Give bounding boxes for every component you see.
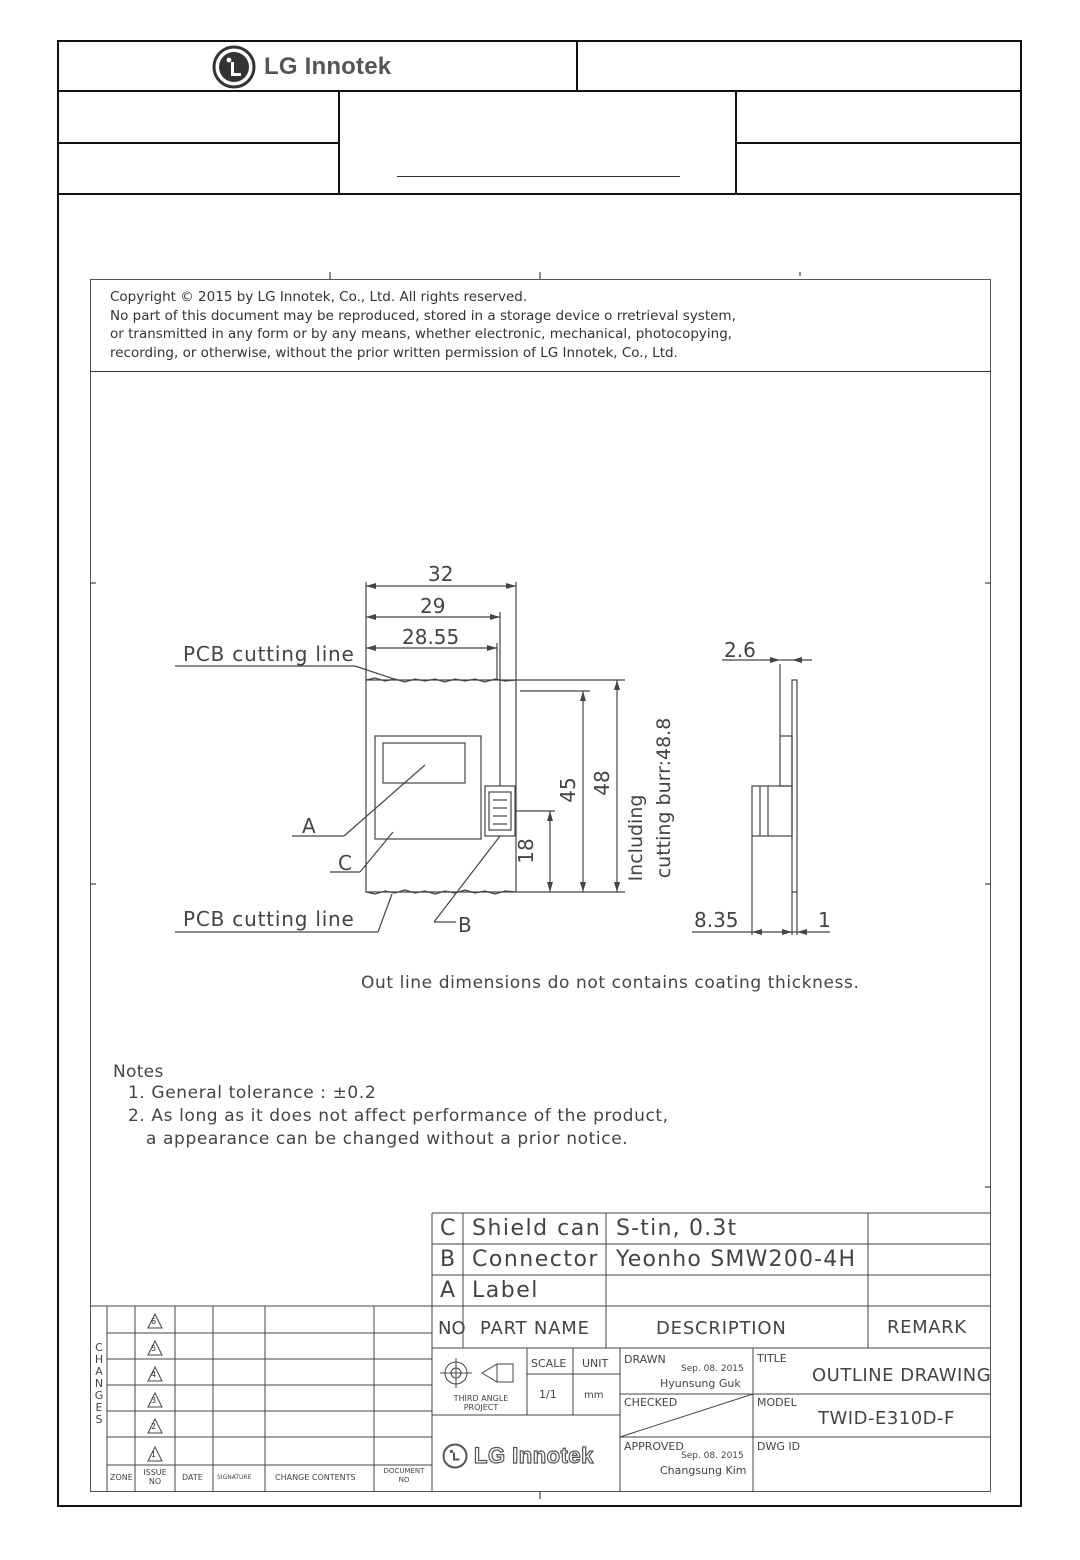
changes-letter: A	[95, 1365, 103, 1378]
copyright-line: No part of this document may be reproduced, stored in a storage device o rretrieval system,	[110, 307, 736, 324]
callout-a: A	[302, 814, 316, 838]
header-brand-text: LG Innotek	[264, 53, 392, 80]
scale-value: 1/1	[539, 1388, 557, 1401]
notes-title: Notes	[113, 1062, 164, 1082]
part-name: Shield can	[472, 1216, 602, 1241]
dim-32: 32	[428, 562, 454, 586]
issue-number: 6	[151, 1317, 157, 1326]
dim-2855: 28.55	[402, 625, 460, 649]
issue-number: 3	[151, 1396, 157, 1405]
part-desc: Yeonho SMW200-4H	[616, 1247, 857, 1272]
projection-label: THIRD ANGLE PROJECT	[453, 1394, 509, 1412]
unit-value: mm	[584, 1390, 604, 1401]
checked-label: CHECKED	[624, 1396, 678, 1409]
model-value: TWID-E310D-F	[818, 1408, 955, 1429]
model-label: MODEL	[757, 1396, 797, 1409]
col-contents: CHANGE CONTENTS	[275, 1473, 356, 1482]
part-name: Connector	[472, 1247, 599, 1272]
title-block-brand: LG Innotek	[474, 1443, 594, 1468]
parts-header-desc: DESCRIPTION	[656, 1318, 787, 1339]
note-item: 1. General tolerance : ±0.2	[128, 1083, 377, 1103]
changes-letter: S	[95, 1413, 103, 1426]
issue-number: 4	[151, 1370, 157, 1379]
lg-logo-icon	[442, 1443, 468, 1469]
including-label: Including	[625, 794, 647, 882]
col-date: DATE	[182, 1473, 203, 1482]
changes-letter: E	[95, 1401, 103, 1414]
dim-18: 18	[514, 838, 538, 864]
note-item: 2. As long as it does not affect performance of the product,	[128, 1106, 669, 1126]
title-block-logo	[442, 1440, 594, 1472]
changes-letter: N	[94, 1377, 104, 1390]
copyright-line: recording, or otherwise, without the prior written permission of LG Innotek, Co., Ltd.	[110, 344, 678, 361]
note-item: a appearance can be changed without a prior notice.	[128, 1129, 629, 1149]
changes-letter: C	[95, 1341, 103, 1354]
parts-header-no: NO	[438, 1318, 466, 1339]
changes-letter: H	[94, 1353, 104, 1366]
changes-letter: G	[94, 1389, 104, 1402]
drawn-name: Hyunsung Guk	[660, 1377, 741, 1390]
col-issue: ISSUE NO	[143, 1468, 167, 1486]
issue-number: 1	[151, 1450, 157, 1459]
col-zone: ZONE	[110, 1473, 133, 1482]
pcb-cutting-line-top: PCB cutting line	[183, 642, 355, 666]
drawn-label: DRAWN	[624, 1353, 666, 1366]
scale-label: SCALE	[531, 1357, 567, 1370]
copyright-line: Copyright © 2015 by LG Innotek, Co., Ltd. All rights reserved.	[110, 289, 528, 305]
col-document: DOCUMENT NO	[383, 1467, 425, 1484]
col-signature: SIGNATURE	[217, 1474, 252, 1481]
parts-header-remark: REMARK	[887, 1317, 967, 1338]
outline-note: Out line dimensions do not contains coating thickness.	[361, 973, 860, 993]
callout-b: B	[458, 913, 472, 937]
unit-label: UNIT	[582, 1357, 609, 1370]
part-no: B	[440, 1247, 456, 1272]
issue-number: 5	[151, 1344, 157, 1353]
dim-26: 2.6	[724, 638, 756, 662]
approved-date: Sep. 08. 2015	[681, 1451, 744, 1461]
issue-number: 2	[151, 1422, 157, 1431]
part-name: Label	[472, 1278, 539, 1303]
part-no: A	[440, 1278, 456, 1303]
part-desc: S-tin, 0.3t	[616, 1216, 738, 1241]
pcb-cutting-line-bottom: PCB cutting line	[183, 907, 355, 931]
dim-29: 29	[420, 594, 446, 618]
dim-48: 48	[590, 770, 614, 796]
title-label: TITLE	[757, 1352, 787, 1365]
changes-side-label	[94, 1342, 104, 1426]
dim-1: 1	[818, 908, 831, 932]
approved-label: APPROVED	[624, 1440, 684, 1453]
drawn-date: Sep. 08. 2015	[681, 1364, 744, 1374]
cutting-burr-label: cutting burr:48.8	[653, 717, 675, 879]
callout-c: C	[338, 851, 352, 875]
dwg-id-label: DWG ID	[757, 1440, 801, 1453]
copyright-line: or transmitted in any form or by any means, whether electronic, mechanical, photocopying,	[110, 326, 733, 342]
parts-header-name: PART NAME	[480, 1318, 590, 1339]
approved-name: Changsung Kim	[660, 1464, 747, 1477]
dim-45: 45	[556, 777, 580, 803]
part-no: C	[440, 1216, 456, 1241]
title-value: OUTLINE DRAWING	[812, 1365, 992, 1386]
dim-835: 8.35	[694, 908, 739, 932]
